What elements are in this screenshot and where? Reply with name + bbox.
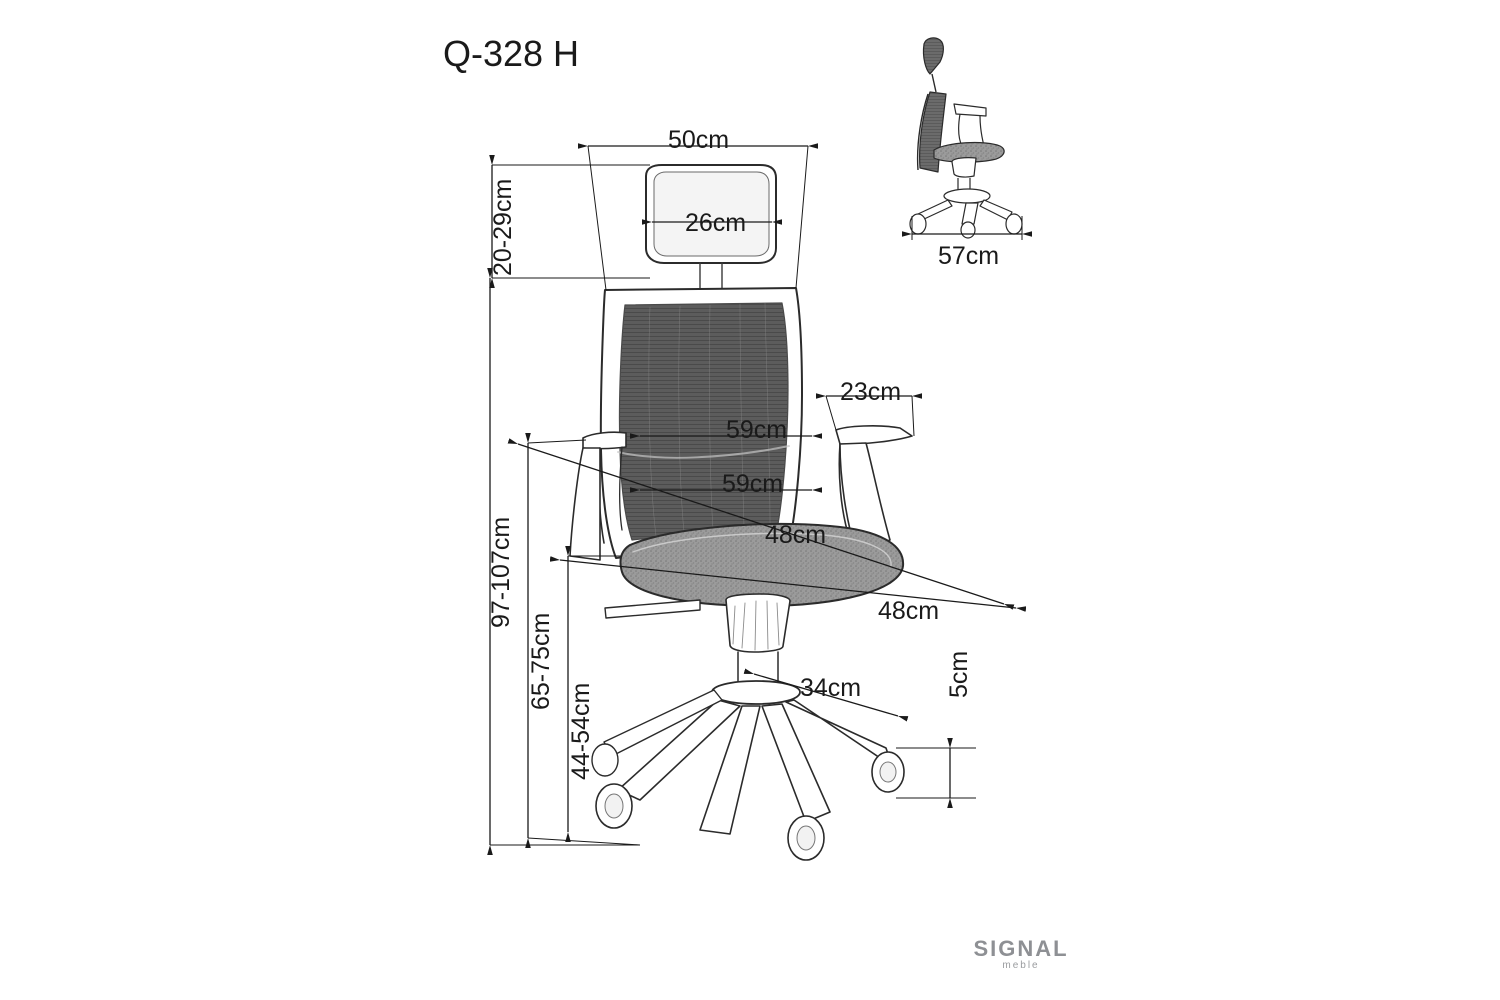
dim-label-backrest-width: 50cm	[668, 126, 730, 154]
dim-label-caster-height: 5cm	[945, 650, 973, 698]
dim-label-headrest-width: 26cm	[685, 209, 747, 237]
dim-label-armrest-height: 65-75cm	[527, 612, 555, 710]
dim-label-back-height-2: 59cm	[722, 470, 784, 498]
brand-name: SIGNAL	[973, 936, 1069, 961]
dim-label-headrest-adjust: 20-29cm	[489, 178, 517, 276]
dim-label-seat-depth: 48cm	[878, 597, 940, 625]
dim-label-side-depth: 57cm	[938, 242, 1000, 270]
dim-label-back-height-1: 59cm	[726, 416, 788, 444]
dim-label-base-radius: 34cm	[800, 674, 862, 702]
dim-label-armrest-depth: 23cm	[840, 378, 902, 406]
brand-subtitle: meble	[1002, 960, 1040, 971]
brand-logo	[966, 938, 1076, 974]
dim-label-seat-height: 44-54cm	[567, 682, 595, 780]
page-title: Q-328 H	[443, 33, 580, 74]
dim-label-seat-width: 48cm	[765, 521, 827, 549]
dim-label-total-height: 97-107cm	[487, 516, 515, 628]
